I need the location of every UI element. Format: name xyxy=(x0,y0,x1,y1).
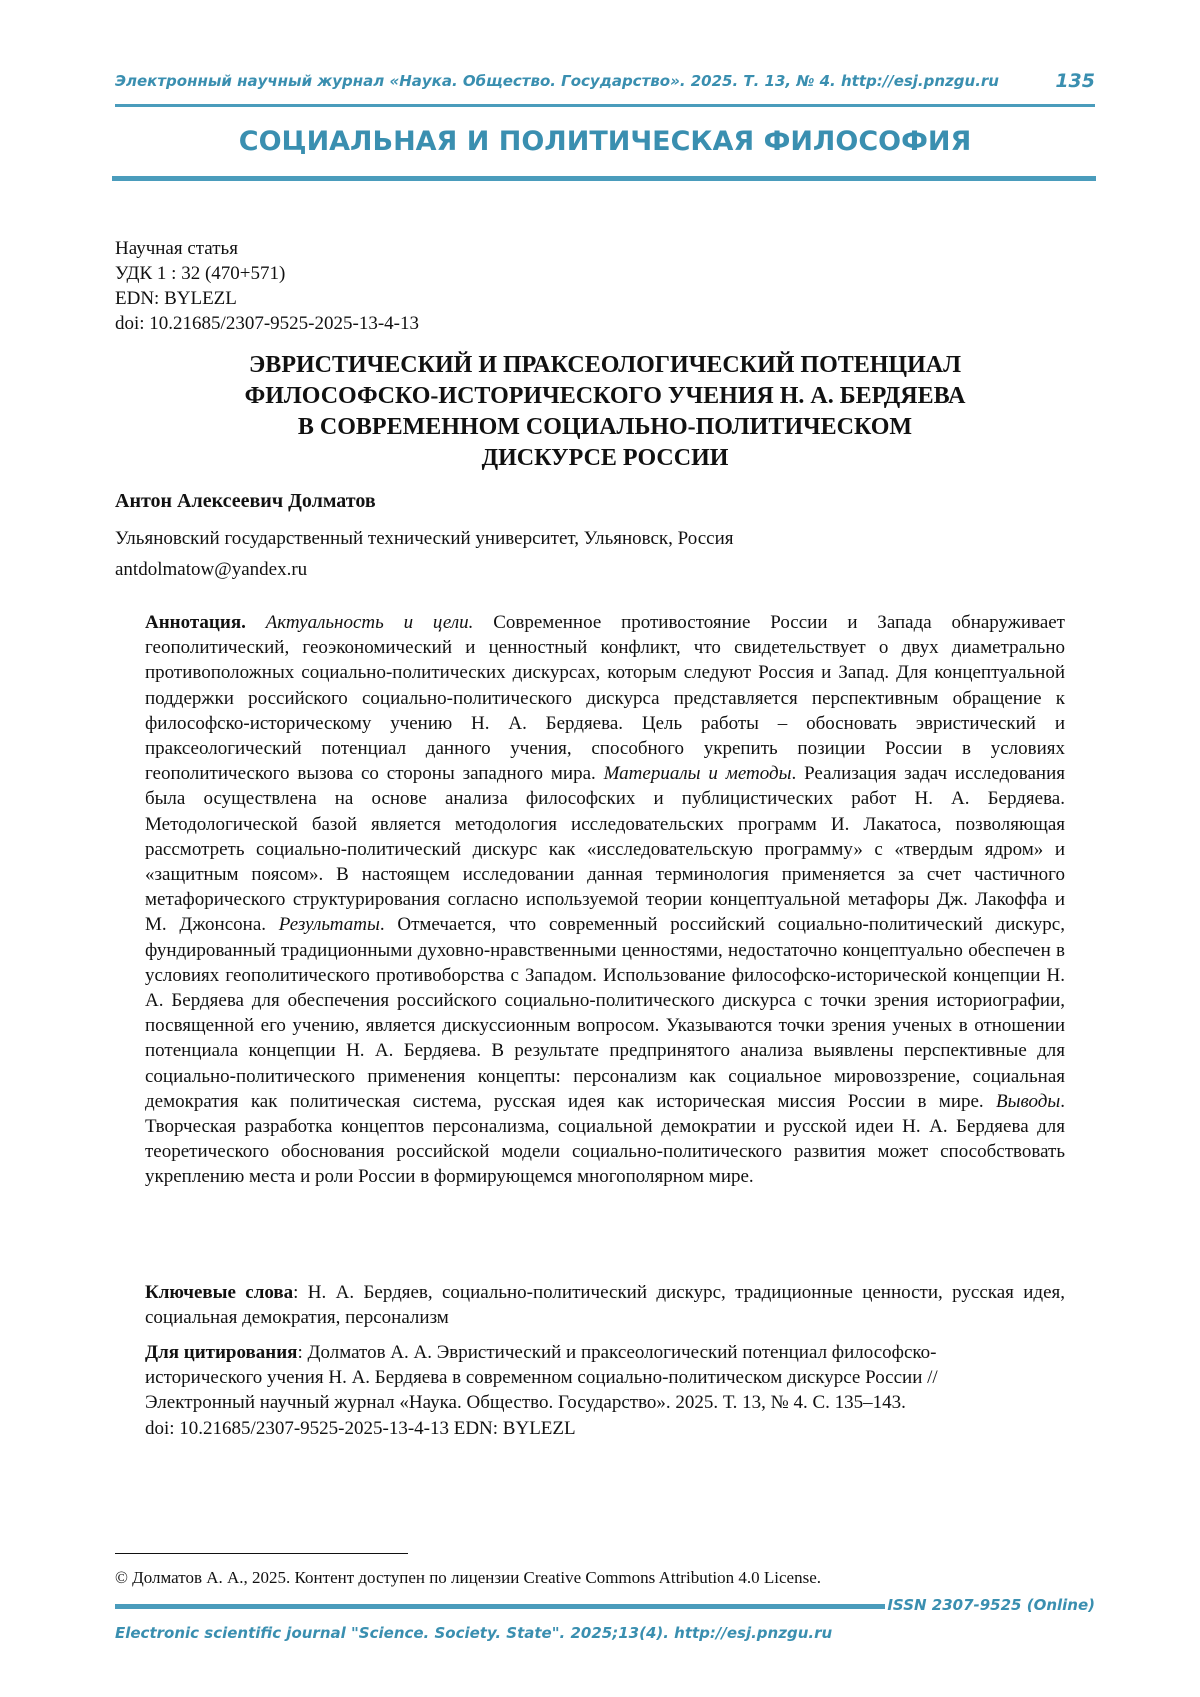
title-line: ДИСКУРСЕ РОССИИ xyxy=(481,445,729,471)
abstract-label: Аннотация. xyxy=(145,612,246,633)
author-email[interactable]: antdolmatow@yandex.ru xyxy=(115,559,308,580)
citation-text: : Долматов А. А. Эвристический и праксеологический потенциал философско- xyxy=(297,1342,937,1363)
footer-journal-citation: Electronic scientific journal "Science. Society. State". 2025;13(4). http://esj.pnzgu.ru xyxy=(115,1624,833,1642)
article-title xyxy=(115,350,1095,474)
citation-label: Для цитирования xyxy=(145,1342,298,1363)
citation-line xyxy=(145,1340,1065,1365)
results-label: Результаты xyxy=(278,914,380,936)
section-divider xyxy=(112,176,1096,181)
doi[interactable]: doi: 10.21685/2307-9525-2025-13-4-13 xyxy=(115,313,419,334)
citation-line: исторического учения Н. А. Бердяева в современном социально-политическом дискурсе России // xyxy=(145,1367,938,1389)
methods-label: Материалы и методы xyxy=(603,763,792,785)
relevance-label: Актуальность и цели. xyxy=(265,612,474,633)
footnote-divider xyxy=(115,1553,408,1554)
page-number: 135 xyxy=(1055,70,1095,92)
conclusions-text: . Творческая разработка концептов персонализма, социальной демократии и русской идеи Н. А. Бердяева для теоретического обоснования российской модели социально-политического развития может способствовать укреплению места и роли России в формирующемся многополярном мире. xyxy=(145,1090,1065,1188)
article-meta xyxy=(115,236,419,336)
udk-code: УДК 1 : 32 (470+571) xyxy=(115,263,286,284)
footer-divider xyxy=(115,1604,885,1609)
section-title: СОЦИАЛЬНАЯ И ПОЛИТИЧЕСКАЯ ФИЛОСОФИЯ xyxy=(238,126,972,157)
methods-text: . Реализация задач исследования была осуществлена на основе анализа философских и публицистических работ Н. А. Бердяева. Методологической базой является методология исследовательских программ И. Лакатоса, позволяющая рассмотреть социально-политический дискурс как «исследовательскую программу» с «твердым ядром» и «защитным поясом». В настоящем исследовании данная терминология применяется за счет частичного метафорического структурирования согласно используемой теории концептуальной метафоры Дж. Лакоффа и М. Джонсона. xyxy=(145,763,1065,936)
author-name: Антон Алексеевич Долматов xyxy=(115,490,376,512)
issn: ISSN 2307-9525 (Online) xyxy=(887,1596,1095,1614)
running-header xyxy=(115,70,1095,94)
citation xyxy=(145,1340,1065,1441)
abstract xyxy=(145,610,1065,1190)
journal-header-citation: Электронный научный журнал «Наука. Общество. Государство». 2025. Т. 13, № 4. http://esj.pnzgu.ru xyxy=(115,72,999,90)
edn-code: EDN: BYLEZL xyxy=(115,288,237,309)
keywords-label: Ключевые слова xyxy=(145,1282,294,1303)
keywords xyxy=(145,1280,1065,1330)
copyright-note: © Долматов А. А., 2025. Контент доступен по лицензии Creative Commons Attribution 4.0 License. xyxy=(115,1568,821,1587)
header-divider xyxy=(115,104,1095,107)
results-text: . Отмечается, что современный российский социально-политический дискурс, фундированный традиционными духовно-нравственными ценностями, недостаточно концептуально обеспечен в условиях геополитического противоборства с Западом. Использование философско-исторической концепции Н. А. Бердяева для обеспечения российского социально-политического дискурса с точки зрения историографии, посвященной его учению, является дискуссионным вопросом. Указываются точки зрения ученых в отношении потенциала концепции Н. А. Бердяева. В результате предпринятого анализа выявлены перспективные для социально-политического применения концепты: персонализм как социальное мировоззрение, социальная демократия как политическая система, русская идея как историческая миссия России в мире. xyxy=(145,914,1065,1112)
relevance-text: Современное противостояние России и Запада обнаруживает геополитический, геоэкономический и ценностный конфликт, что свидетельствует о двух диаметрально противоположных социально-политических дискурсах, которым следуют Россия и Запад. Для концептуальной поддержки российского социально-политического дискурса представляется перспективным обращение к философско-историческому учению Н. А. Бердяева. Цель работы – обосновать эвристический и праксеологический потенциал данного учения, способного укрепить позиции России в условиях геополитического вызова со стороны западного мира. xyxy=(145,612,1065,785)
citation-line: Электронный научный журнал «Наука. Общество. Государство». 2025. Т. 13, № 4. С. 135–143. xyxy=(145,1392,906,1414)
keywords-text: : Н. А. Бердяев, социально-политический дискурс, традиционные ценности, русская идея, социальная демократия, персонализм xyxy=(145,1282,1065,1329)
title-line: ЭВРИСТИЧЕСКИЙ И ПРАКСЕОЛОГИЧЕСКИЙ ПОТЕНЦИАЛ xyxy=(249,352,961,378)
author-affiliation: Ульяновский государственный технический университет, Ульяновск, Россия xyxy=(115,528,734,549)
conclusions-label: Выводы xyxy=(996,1090,1061,1112)
article-type: Научная статья xyxy=(115,238,238,259)
title-line: ФИЛОСОФСКО-ИСТОРИЧЕСКОГО УЧЕНИЯ Н. А. БЕРДЯЕВА xyxy=(244,383,966,409)
title-line: В СОВРЕМЕННОМ СОЦИАЛЬНО-ПОЛИТИЧЕСКОМ xyxy=(297,414,913,440)
citation-line: doi: 10.21685/2307-9525-2025-13-4-13 EDN: BYLEZL xyxy=(145,1417,576,1439)
